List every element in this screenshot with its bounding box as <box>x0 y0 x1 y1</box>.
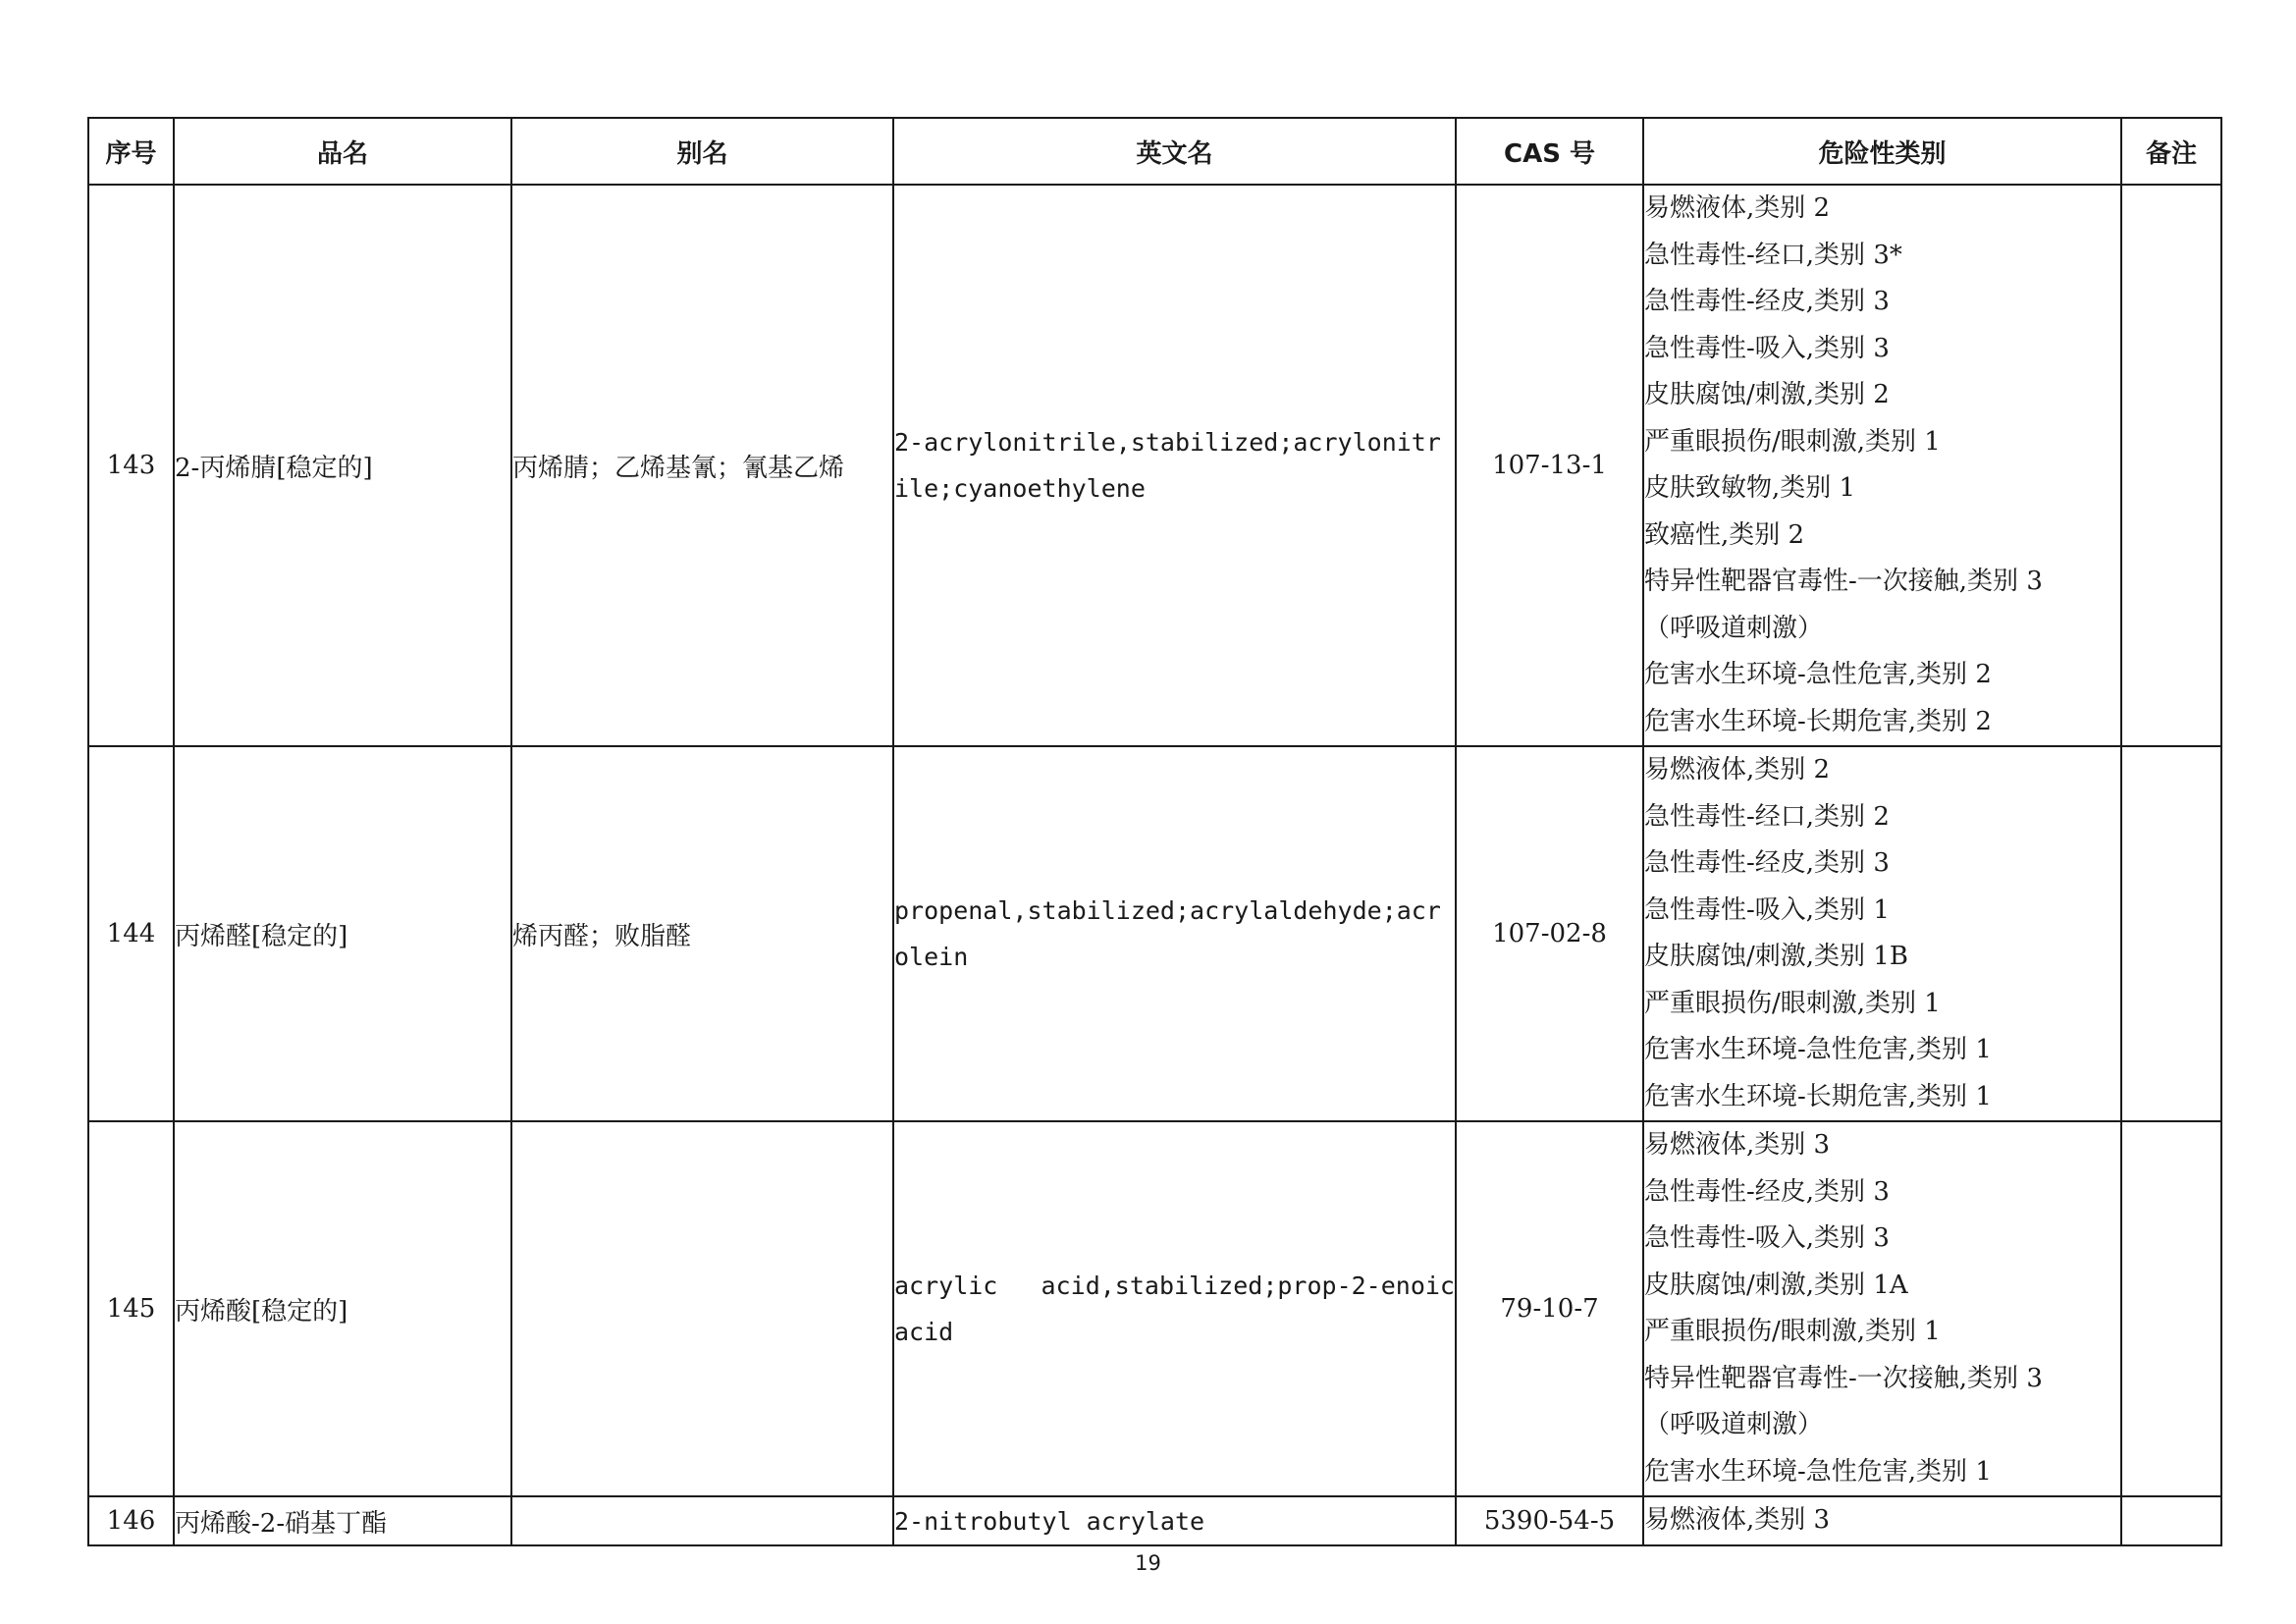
hazard-line: 急性毒性-经皮,类别 3 <box>1644 848 1890 878</box>
hazard-line: 特异性靶器官毒性-一次接触,类别 3 <box>1644 567 2043 596</box>
row-cas: 107-13-1 <box>1456 185 1643 746</box>
row-hazards <box>1643 185 2121 746</box>
row-alias <box>511 1496 893 1545</box>
row-alias: 丙烯腈；乙烯基氰；氰基乙烯 <box>511 185 893 746</box>
hazard-line: 危害水生环境-急性危害,类别 1 <box>1644 1035 1992 1064</box>
row-cas: 107-02-8 <box>1456 746 1643 1121</box>
row-english: 2-acrylonitrile,stabilized;acrylonitrile;cyanoethylene <box>893 185 1456 746</box>
hazard-line: 皮肤腐蚀/刺激,类别 2 <box>1644 380 1890 409</box>
row-name: 丙烯醛[稳定的] <box>174 746 511 1121</box>
row-english: acrylic acid,stabilized;prop-2-enoic acid <box>893 1121 1456 1496</box>
row-name: 2-丙烯腈[稳定的] <box>174 185 511 746</box>
hazard-line: 急性毒性-吸入,类别 3 <box>1644 1223 1890 1253</box>
hazard-line: 严重眼损伤/眼刺激,类别 1 <box>1644 1317 1941 1346</box>
table-row <box>88 746 2221 1121</box>
hazard-line: 急性毒性-经口,类别 3* <box>1644 240 1902 270</box>
row-name: 丙烯酸-2-硝基丁酯 <box>174 1496 511 1545</box>
hazard-line: 危害水生环境-急性危害,类别 2 <box>1644 660 1992 689</box>
header-alias: 别名 <box>511 118 893 185</box>
row-alias <box>511 1121 893 1496</box>
hazard-line: 易燃液体,类别 3 <box>1644 1130 1831 1160</box>
hazard-line: 易燃液体,类别 2 <box>1644 193 1831 223</box>
hazard-line: 皮肤腐蚀/刺激,类别 1B <box>1644 942 1908 971</box>
row-cas: 79-10-7 <box>1456 1121 1643 1496</box>
hazard-line: 急性毒性-吸入,类别 3 <box>1644 333 1890 363</box>
header-name: 品名 <box>174 118 511 185</box>
hazard-line: 急性毒性-经皮,类别 3 <box>1644 1176 1890 1207</box>
row-alias: 烯丙醛；败脂醛 <box>511 746 893 1121</box>
header-remark: 备注 <box>2121 118 2221 185</box>
row-remark <box>2121 1121 2221 1496</box>
table-header-row <box>88 118 2221 185</box>
row-english: propenal,stabilized;acrylaldehyde;acrolein <box>893 746 1456 1121</box>
hazard-line: 易燃液体,类别 2 <box>1644 755 1831 785</box>
row-remark <box>2121 1496 2221 1545</box>
page-number: 19 <box>1135 1551 1161 1575</box>
hazard-line: 危害水生环境-长期危害,类别 2 <box>1644 706 1992 736</box>
row-remark <box>2121 185 2221 746</box>
header-no: 序号 <box>88 118 174 185</box>
hazard-line: 急性毒性-经皮,类别 3 <box>1644 287 1890 316</box>
hazard-line: 特异性靶器官毒性-一次接触,类别 3 <box>1644 1363 2043 1393</box>
row-cas: 5390-54-5 <box>1456 1496 1643 1545</box>
hazard-line: 易燃液体,类别 3 <box>1644 1505 1831 1536</box>
row-no: 146 <box>88 1496 174 1545</box>
hazard-line: 急性毒性-吸入,类别 1 <box>1644 894 1890 925</box>
hazard-line: 皮肤腐蚀/刺激,类别 1A <box>1644 1270 1908 1300</box>
hazard-line: 严重眼损伤/眼刺激,类别 1 <box>1644 426 1941 457</box>
hazard-line: 皮肤致敏物,类别 1 <box>1644 473 1856 503</box>
hazard-line: 严重眼损伤/眼刺激,类别 1 <box>1644 988 1941 1018</box>
chemical-table <box>87 117 2222 1546</box>
hazard-line: 危害水生环境-长期危害,类别 1 <box>1644 1081 1992 1111</box>
hazard-line: （呼吸道刺激） <box>1644 1410 1824 1439</box>
hazard-line: （呼吸道刺激） <box>1644 613 1824 643</box>
hazard-line: 致癌性,类别 2 <box>1644 519 1805 550</box>
table-row <box>88 1121 2221 1496</box>
row-no: 143 <box>88 185 174 746</box>
header-hazard: 危险性类别 <box>1643 118 2121 185</box>
row-english: 2-nitrobutyl acrylate <box>893 1496 1456 1545</box>
row-no: 144 <box>88 746 174 1121</box>
table-row <box>88 1496 2221 1545</box>
header-cas: CAS 号 <box>1456 118 1643 185</box>
table-row <box>88 185 2221 746</box>
header-english: 英文名 <box>893 118 1456 185</box>
row-no: 145 <box>88 1121 174 1496</box>
hazard-line: 危害水生环境-急性危害,类别 1 <box>1644 1456 1992 1487</box>
row-hazards <box>1643 1121 2121 1496</box>
hazard-line: 急性毒性-经口,类别 2 <box>1644 801 1890 832</box>
row-hazards <box>1643 1496 2121 1545</box>
row-remark <box>2121 746 2221 1121</box>
row-name: 丙烯酸[稳定的] <box>174 1121 511 1496</box>
row-hazards <box>1643 746 2121 1121</box>
